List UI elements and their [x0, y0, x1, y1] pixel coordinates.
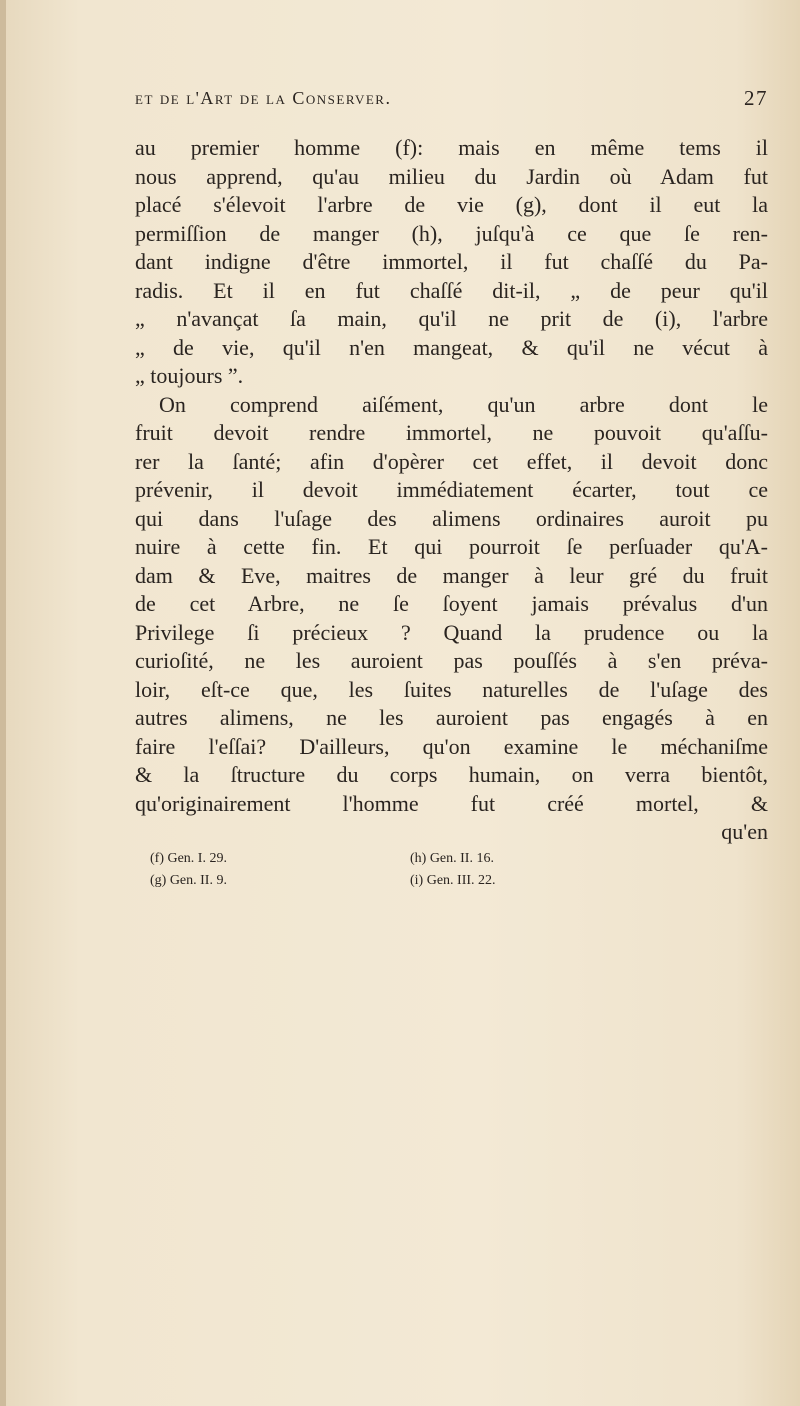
- text-line: Privilege ſi précieux ? Quand la prudence ou la: [135, 619, 768, 645]
- footnote: (f) Gen. I. 29.: [150, 851, 227, 866]
- text-line: „ de vie, qu'il n'en mangeat, & qu'il ne vécut à: [135, 334, 768, 360]
- text-line: curioſité, ne les auroient pas pouſſés à s'en préva-: [135, 648, 768, 673]
- text-line: de cet Arbre, ne ſe ſoyent jamais prévalus d'un: [135, 591, 768, 616]
- text-line: loir, eſt-ce que, les ſuites naturelles de l'uſage des: [135, 676, 768, 702]
- text-line: permiſſion de manger (h), juſqu'à ce que ſe ren-: [135, 220, 768, 246]
- text-line: dant indigne d'être immortel, il fut chaſſé du Pa-: [135, 249, 768, 274]
- page-edge: [0, 0, 6, 1406]
- footnotes: [150, 850, 610, 894]
- footnote: (i) Gen. III. 22.: [410, 873, 496, 888]
- text-line: au premier homme (f): mais en même tems il: [135, 135, 768, 160]
- text-line: prévenir, il devoit immédiatement écarter, tout ce: [135, 477, 768, 502]
- catchword: qu'en: [721, 819, 768, 844]
- text-line: & la ſtructure du corps humain, on verra bientôt,: [135, 762, 768, 787]
- footnote: (g) Gen. II. 9.: [150, 873, 227, 888]
- text-line: qu'originairement l'homme fut créé mortel, &: [135, 790, 768, 816]
- text-line: „ n'avançat ſa main, qu'il ne prit de (i), l'arbre: [135, 306, 768, 331]
- footnote: (h) Gen. II. 16.: [410, 851, 494, 866]
- text-line: fruit devoit rendre immortel, ne pouvoit qu'aſſu-: [135, 420, 768, 445]
- page-number: 27: [744, 86, 768, 110]
- text-line: On comprend aiſément, qu'un arbre dont le: [159, 391, 768, 417]
- text-line: autres alimens, ne les auroient pas engagés à en: [135, 705, 768, 730]
- text-line: radis. Et il en fut chaſſé dit-il, „ de peur qu'il: [135, 277, 768, 303]
- text-line: dam & Eve, maitres de manger à leur gré du fruit: [135, 562, 768, 588]
- running-title: et de l'Art de la Conserver.: [135, 88, 392, 108]
- text-line: nous apprend, qu'au milieu du Jardin où Adam fut: [135, 163, 768, 189]
- text-line: „ toujours ”.: [135, 363, 244, 388]
- text-line: qui dans l'uſage des alimens ordinaires auroit pu: [135, 505, 768, 531]
- text-line: rer la ſanté; afin d'opèrer cet effet, il devoit donc: [135, 448, 768, 474]
- text-line: placé s'élevoit l'arbre de vie (g), dont il eut la: [135, 192, 768, 217]
- running-header: [135, 84, 768, 112]
- text-line: faire l'eſſai? D'ailleurs, qu'on examine le méchaniſme: [135, 733, 768, 759]
- body-text: [135, 134, 768, 847]
- text-line: nuire à cette fin. Et qui pourroit ſe perſuader qu'A-: [135, 534, 768, 559]
